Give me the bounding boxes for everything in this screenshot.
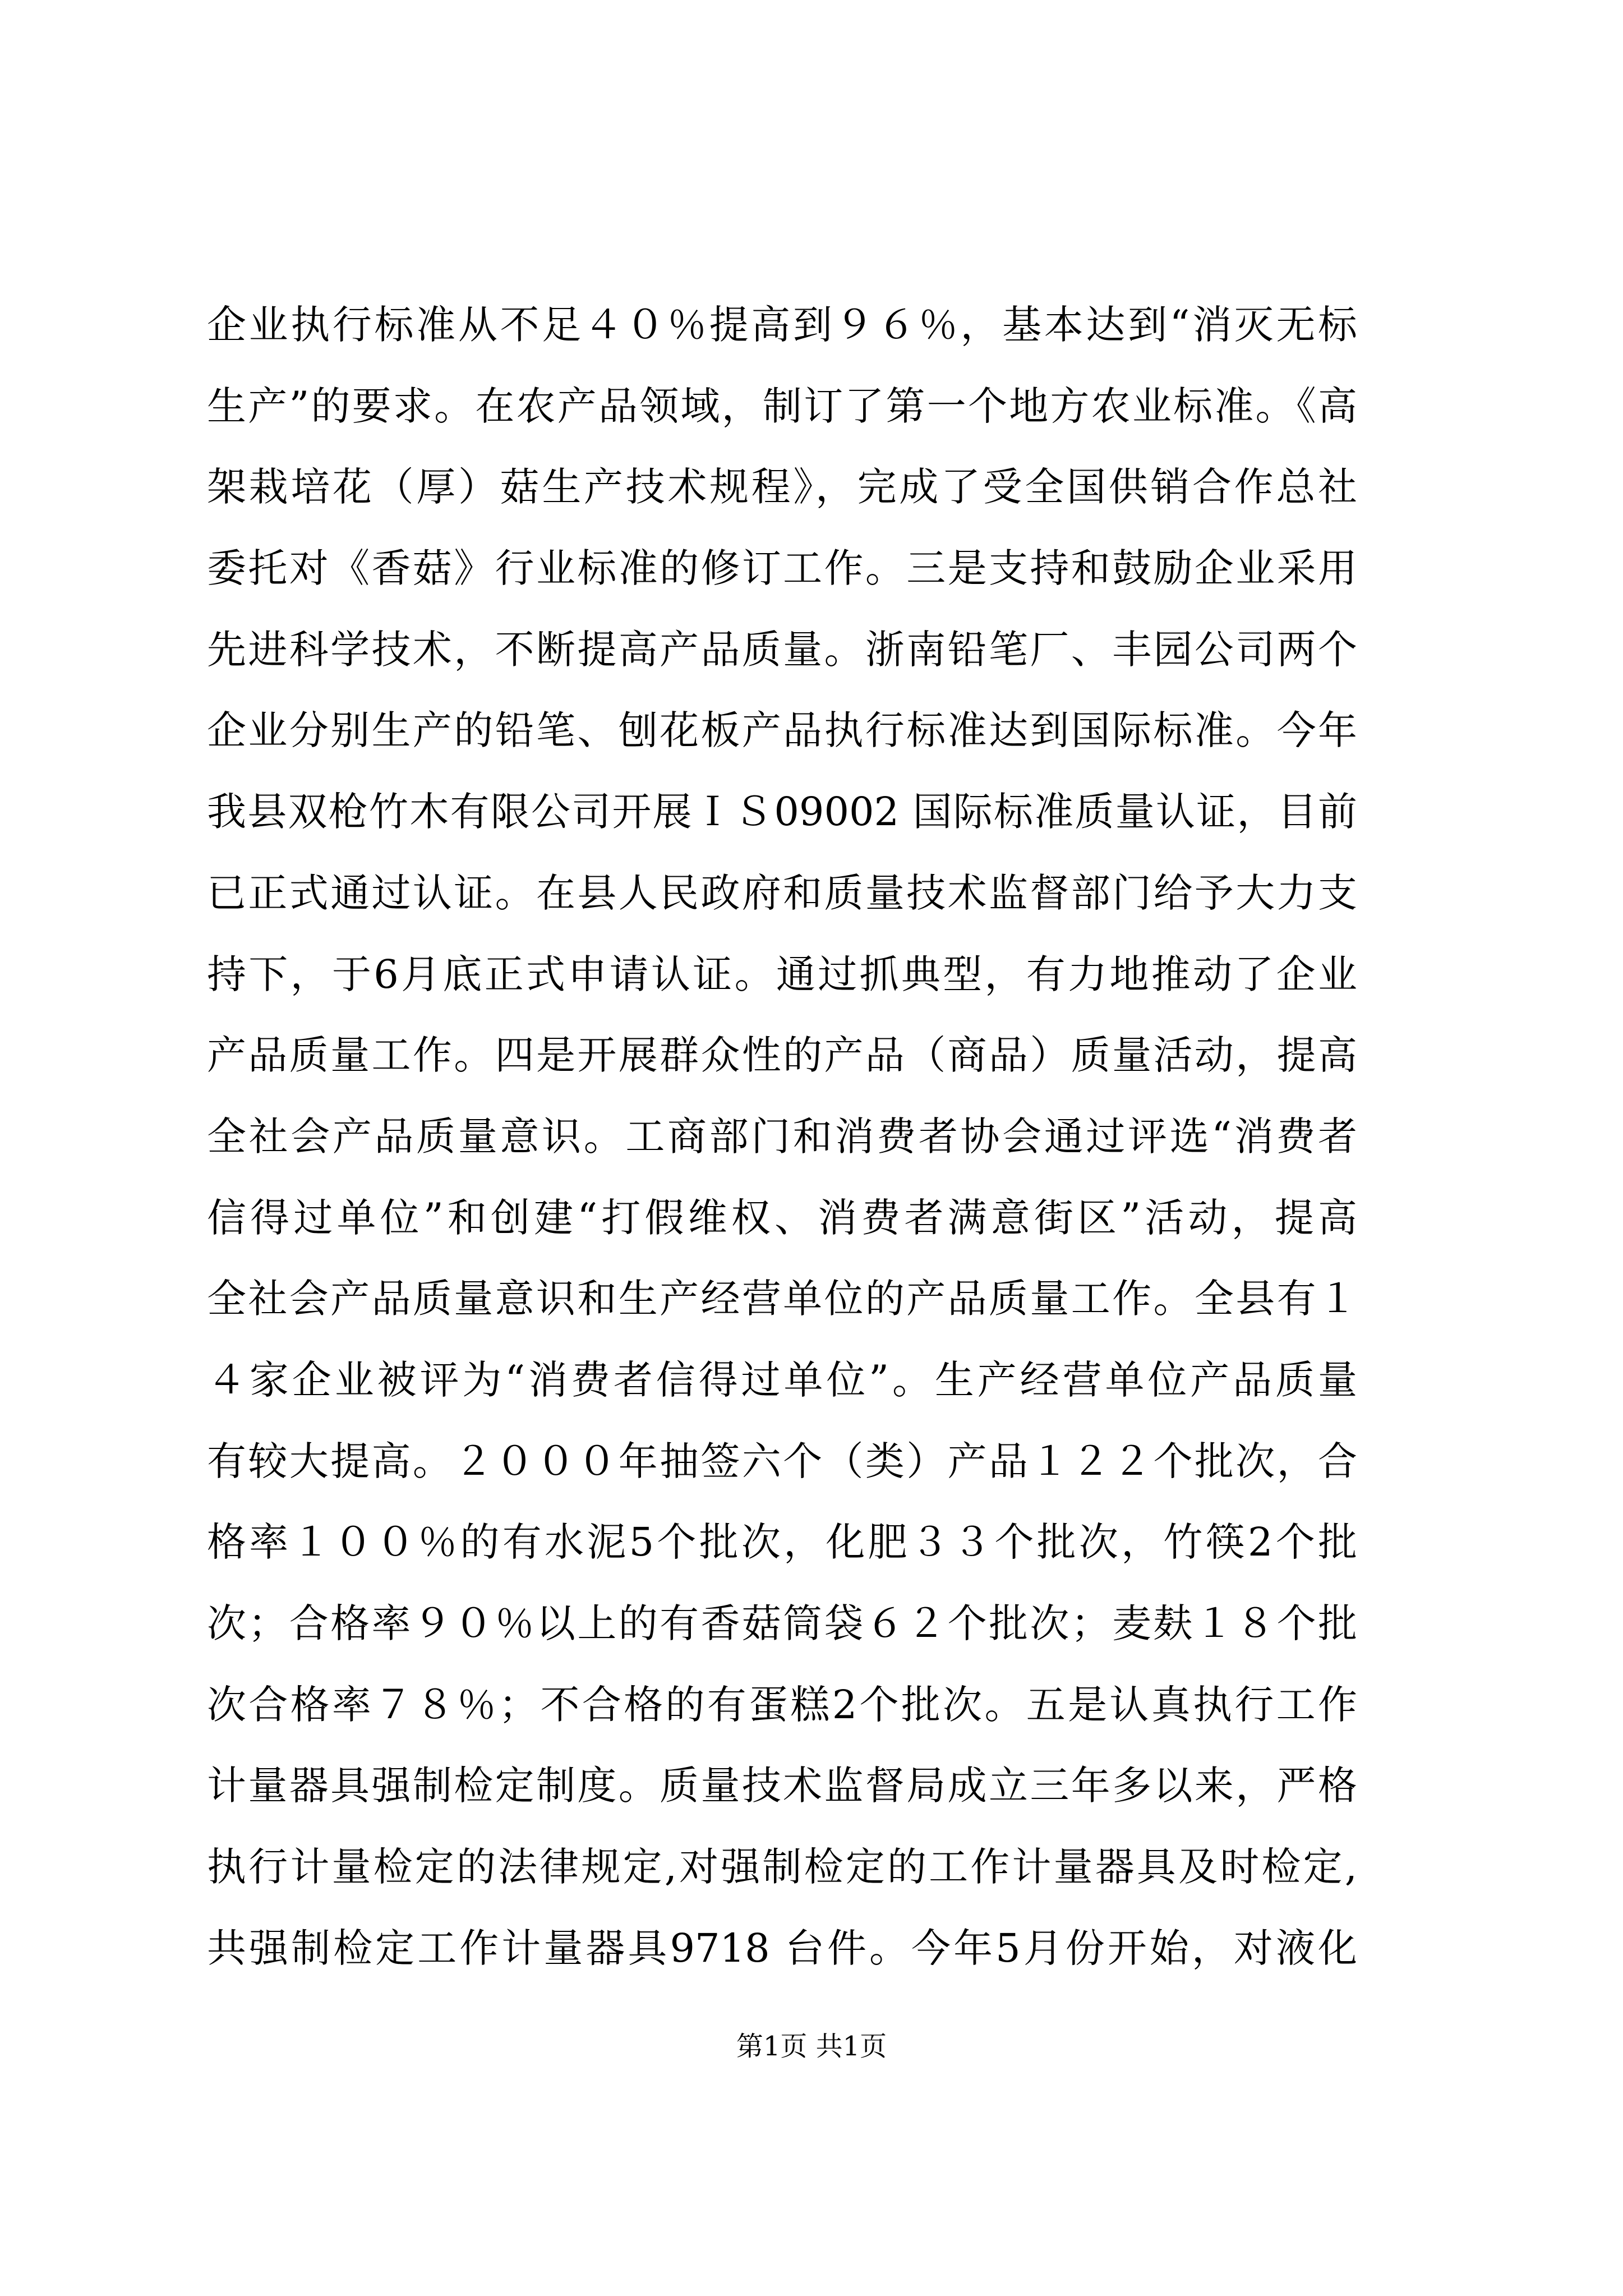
text-line: 格率１００％的有水泥5个批次，化肥３３个批次，竹筷2个批: [207, 1519, 1357, 1566]
body-text: [207, 284, 1357, 1989]
text-line: 次合格率７８％；不合格的有蛋糕2个批次。五是认真执行工作: [207, 1681, 1357, 1728]
text-line: 全社会产品质量意识和生产经营单位的产品质量工作。全县有１: [207, 1276, 1357, 1322]
text-line: 信得过单位”和创建“打假维权、消费者满意街区”活动，提高: [207, 1194, 1357, 1241]
text-line: 生产”的要求。在农产品领域，制订了第一个地方农业标准。《高: [207, 383, 1357, 429]
text-line: 共强制检定工作计量器具9718 台件。今年5月份开始，对液化: [207, 1925, 1357, 1971]
text-line: 企业执行标准从不足４０％提高到９６％，基本达到“消灭无标: [207, 302, 1357, 348]
text-line: 有较大提高。２０００年抽签六个（类）产品１２２个批次，合: [207, 1438, 1357, 1484]
text-line: ４家企业被评为“消费者信得过单位”。生产经营单位产品质量: [207, 1356, 1357, 1403]
text-line: 全社会产品质量意识。工商部门和消费者协会通过评选“消费者: [207, 1113, 1357, 1159]
text-line: 产品质量工作。四是开展群众性的产品（商品）质量活动，提高: [207, 1032, 1357, 1079]
text-line: 委托对《香菇》行业标准的修订工作。三是支持和鼓励企业采用: [207, 545, 1357, 592]
text-line: 架栽培花（厚）菇生产技术规程》，完成了受全国供销合作总社: [207, 464, 1357, 510]
text-line: 计量器具强制检定制度。质量技术监督局成立三年多以来，严格: [207, 1763, 1357, 1809]
text-line: 持下，于6月底正式申请认证。通过抓典型，有力地推动了企业: [207, 951, 1357, 997]
text-line: 企业分别生产的铅笔、刨花板产品执行标准达到国际标准。今年: [207, 707, 1357, 754]
text-line: 执行计量检定的法律规定,对强制检定的工作计量器具及时检定,: [207, 1844, 1357, 1890]
text-line: 次；合格率９０％以上的有香菇筒袋６２个批次；麦麸１８个批: [207, 1600, 1357, 1646]
text-line: 已正式通过认证。在县人民政府和质量技术监督部门给予大力支: [207, 869, 1357, 916]
text-line: 先进科学技术，不断提高产品质量。浙南铅笔厂、丰园公司两个: [207, 626, 1357, 673]
text-line: 我县双枪竹木有限公司开展ＩＳ09002 国际标准质量认证，目前: [207, 789, 1357, 835]
page-number-footer: 第1页 共1页: [736, 2031, 887, 2062]
